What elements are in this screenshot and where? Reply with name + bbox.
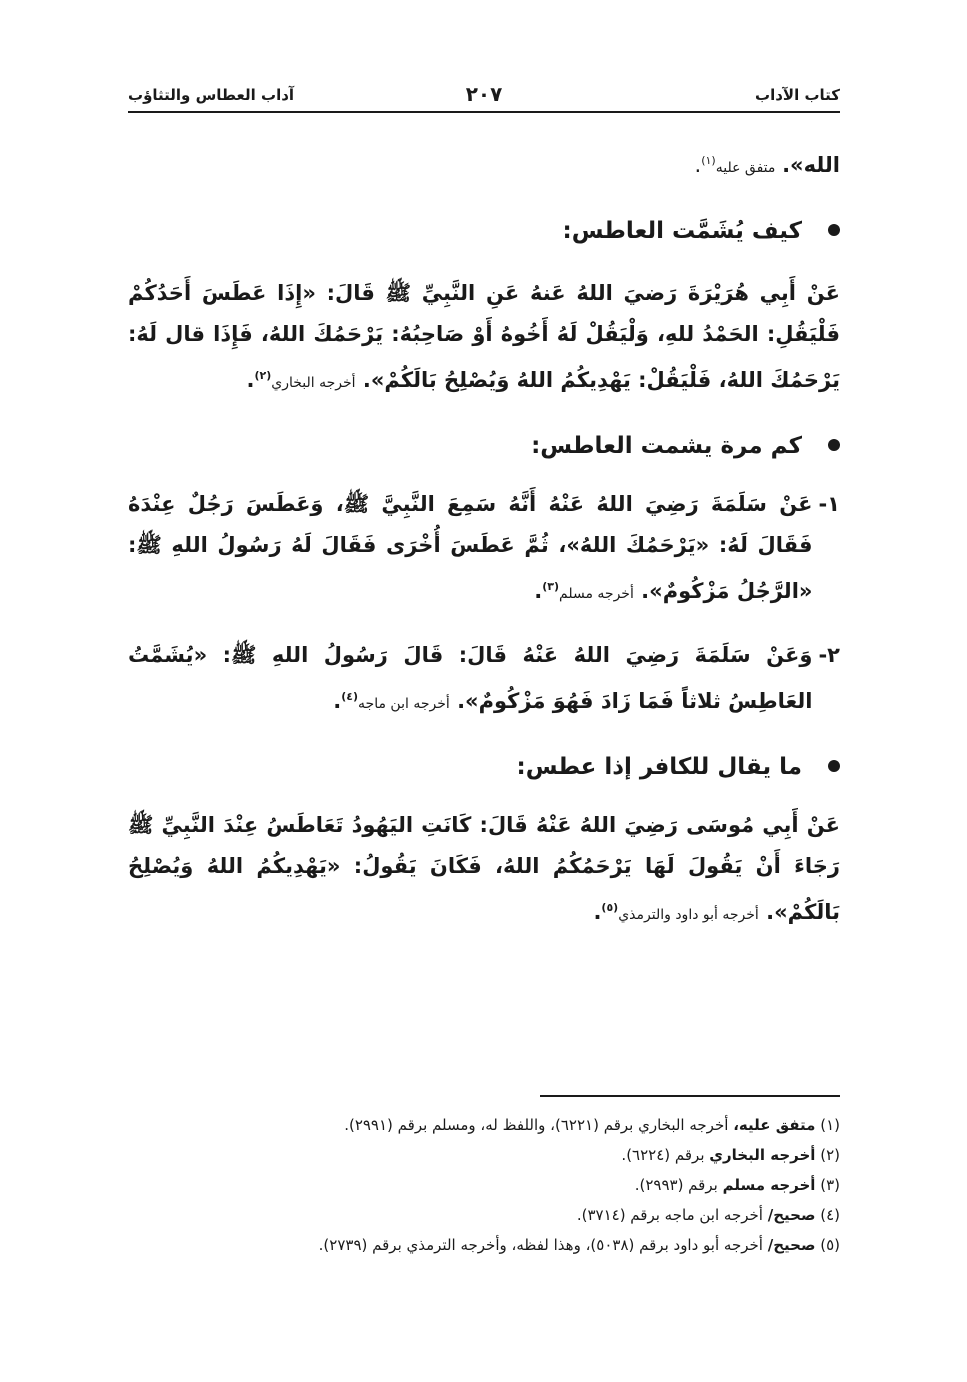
footnote-number: (١): [820, 1116, 840, 1134]
heading-text: كم مرة يشمت العاطس:: [531, 433, 802, 459]
bullet-icon: [828, 224, 840, 236]
footnotes: [128, 1110, 840, 1260]
footnote-text: أخرجه البخاري برقم (٦٢٢١)، واللفظ له، ومسلم برقم (٢٩٩١).: [344, 1116, 729, 1134]
footnote-marker-3: (٣): [542, 580, 560, 593]
section-heading-how-many-times: [128, 426, 840, 466]
numbered-hadith-1: [128, 484, 840, 615]
bullet-icon: [828, 760, 840, 772]
footnote-text: أخرجه أبو داود برقم (٥٠٣٨)، وهذا لفظه، وأخرجه الترمذي برقم (٢٧٣٩).: [318, 1236, 763, 1254]
hadith-text: عَنْ سَلَمَةَ رَضِيَ اللهُ عَنْهُ أَنَّهُ سَمِعَ النَّبِيَّ ﷺ، وَعَطَسَ رَجُلٌ عِنْدَهُ فَقَالَ لَهُ: «يَرْحَمُكَ اللهُ»، ثُمَّ عَطَسَ أُخْرَى فَقَالَ لَهُ رَسُولُ اللهِ ﷺ: «الرَّجُلُ مَزْكُومٌ».: [128, 492, 813, 603]
intro-quote-end: الله».: [782, 153, 840, 177]
page-number: ٢٠٧: [465, 82, 503, 106]
main-content: [128, 140, 840, 936]
footnote-text: برقم (٢٩٩٣).: [634, 1176, 718, 1194]
footnote-marker-2: (٢): [254, 369, 272, 382]
hadith-text: وَعَنْ سَلَمَةَ رَضِيَ اللهُ عَنْهُ قَالَ: قَالَ رَسُولُ اللهِ ﷺ: «يُشَمَّتُ العَاطِسُ ثلاثاً فَمَا زَادَ فَهُوَ مَزْكُومٌ».: [128, 643, 813, 713]
item-number: ٢-: [818, 643, 840, 667]
chapter-title: آداب العطاس والتثاؤب: [128, 86, 295, 104]
hadith-abu-hurayrah: [128, 273, 840, 404]
hadith-source: أخرجه مسلم: [559, 586, 634, 602]
footnote-grade: أخرجه مسلم: [722, 1176, 816, 1194]
intro-source: متفق عليه: [715, 160, 776, 176]
hadith-abu-musa: [128, 805, 840, 936]
item-number: ١-: [818, 492, 840, 516]
footnote-number: (٢): [820, 1146, 840, 1164]
footnote-grade: صحيح/: [767, 1236, 816, 1254]
footnote-2: [128, 1140, 840, 1170]
footnote-5: [128, 1230, 840, 1260]
heading-text: ما يقال للكافر إذا عطس:: [516, 754, 802, 780]
hadith-end: .: [534, 579, 543, 603]
page-header: [128, 82, 840, 110]
book-title: كتاب الآداب: [755, 86, 840, 104]
hadith-body: [128, 484, 812, 615]
header-rule: [128, 111, 840, 113]
footnote-grade: متفق عليه،: [733, 1116, 816, 1134]
numbered-hadith-2: [128, 635, 840, 725]
footnote-1: [128, 1110, 840, 1140]
hadith-source: أخرجه ابن ماجه: [358, 696, 450, 712]
hadith-body: [128, 635, 812, 725]
hadith-end: .: [593, 900, 602, 924]
hadith-source: أخرجه البخاري: [271, 375, 356, 391]
intro-end: .: [694, 153, 702, 177]
footnote-number: (٣): [820, 1176, 840, 1194]
bullet-icon: [828, 439, 840, 451]
intro-line: [128, 140, 840, 189]
footnote-number: (٤): [820, 1206, 840, 1224]
footnote-marker-1: (١): [701, 154, 716, 167]
footnote-grade: أخرجه البخاري: [709, 1146, 816, 1164]
hadith-source: أخرجه أبو داود والترمذي: [618, 907, 759, 923]
footnote-marker-4: (٤): [341, 690, 359, 703]
footnote-text: أخرجه ابن ماجه برقم (٣٧١٤).: [576, 1206, 763, 1224]
footnote-divider: [540, 1095, 840, 1097]
footnote-3: [128, 1170, 840, 1200]
hadith-text: عَنْ أَبِي مُوسَى رَضِيَ اللهُ عَنْهُ قَالَ: كَانَتِ اليَهُودُ تَعَاطَسُ عِنْدَ النَّبِيِّ ﷺ رَجَاءَ أَنْ يَقُولَ لَهَا يَرْحَمُكُمُ اللهُ، فَكَانَ يَقُولُ: «يَهْدِيكُمُ اللهُ وَيُصْلِحُ بَالَكُمْ».: [128, 813, 840, 924]
footnote-4: [128, 1200, 840, 1230]
footnote-grade: صحيح/: [767, 1206, 816, 1224]
footnote-number: (٥): [820, 1236, 840, 1254]
section-heading-how-to-bless: [128, 211, 840, 251]
section-heading-disbeliever: [128, 747, 840, 787]
hadith-text: عَنْ أَبِي هُرَيْرَةَ رَضيَ اللهُ عَنهُ عَنِ النَّبِيِّ ﷺ قَالَ: «إِذَا عَطَسَ أَحَدُكُمْ فَلْيَقُلِ: الحَمْدُ للهِ، وَلْيَقُلْ لَهُ أَخُوهُ أَوْ صَاحِبُهُ: يَرْحَمُكَ اللهُ، فَإِذَا قال لَهُ: يَرْحَمُكَ اللهُ، فَلْيَقُلْ: يَهْدِيكُمُ اللهُ وَيُصْلِحُ بَالَكُمْ».: [128, 281, 840, 392]
footnote-marker-5: (٥): [601, 901, 619, 914]
footnote-text: برقم (٦٢٢٤).: [621, 1146, 705, 1164]
hadith-end: .: [246, 368, 255, 392]
hadith-end: .: [333, 689, 342, 713]
heading-text: كيف يُشَمَّت العاطس:: [562, 218, 802, 244]
